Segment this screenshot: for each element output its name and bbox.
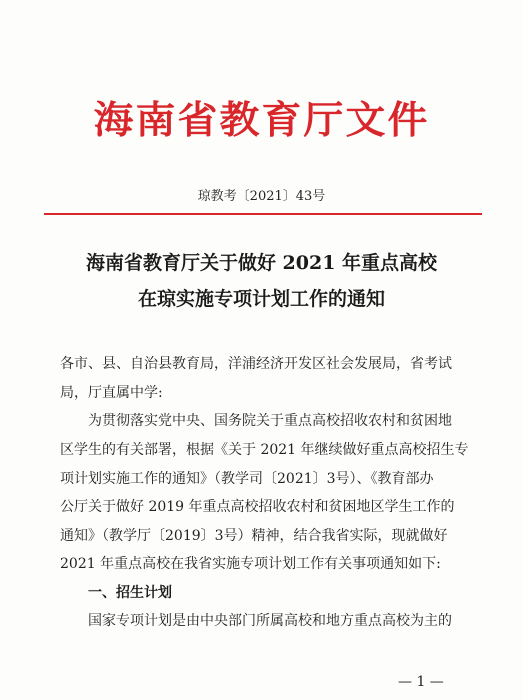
page-number: — 1 —	[398, 674, 444, 690]
paragraph-line: 国家专项计划是由中央部门所属高校和地方重点高校为主的	[88, 613, 452, 629]
red-divider-line	[44, 213, 482, 215]
addressee-line-2: 局，厅直属中学:	[60, 385, 163, 401]
issuer-header: 海南省教育厅文件	[93, 97, 430, 142]
addressee-line-1: 各市、县、自治县教育局，洋浦经济开发区社会发展局，省考试	[60, 356, 452, 372]
paragraph-line: 区学生的有关部署，根据《关于 2021 年继续做好重点高校招生专	[60, 442, 469, 458]
paragraph-line: 为贯彻落实党中央、国务院关于重点高校招收农村和贫困地	[88, 413, 452, 429]
paragraph-line: 通知》（教学厅〔2019〕3号）精神，结合我省实际，现就做好	[60, 528, 448, 544]
document-number: 琼教考〔2021〕43号	[197, 189, 326, 204]
paragraph-line: 2021 年重点高校在我省实施专项计划工作有关事项通知如下:	[60, 556, 441, 572]
section-heading: 一、招生计划	[88, 585, 172, 601]
document-title-line-2: 在琼实施专项计划工作的通知	[137, 288, 385, 310]
document-title-line-1: 海南省教育厅关于做好 2021 年重点高校	[85, 252, 438, 274]
paragraph-line: 项计划实施工作的通知》（教学司〔2021〕3号）、《教育部办	[60, 471, 434, 487]
paragraph-line: 公厅关于做好 2019 年重点高校招收农村和贫困地区学生工作的	[60, 499, 455, 515]
